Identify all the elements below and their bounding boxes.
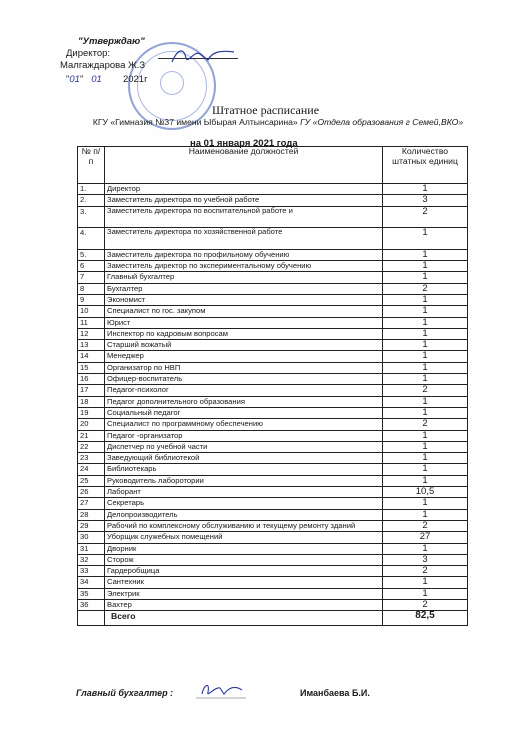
table-row	[78, 374, 468, 385]
table-row	[78, 228, 468, 250]
table-row	[78, 498, 468, 509]
row-count: 1	[383, 249, 468, 260]
footer-accountant-name: Иманбаева Б.И.	[300, 688, 370, 698]
row-num: 3.	[78, 206, 105, 228]
row-position: Социальный педагог	[105, 407, 383, 418]
table-row	[78, 487, 468, 498]
table-row	[78, 566, 468, 577]
header-count: Количество штатных единиц	[383, 147, 468, 184]
table-row	[78, 283, 468, 294]
table-row	[78, 430, 468, 441]
row-num: 16	[78, 374, 105, 385]
row-position: Заместитель директор по экспериментальному обучению	[105, 261, 383, 272]
table-row	[78, 554, 468, 565]
row-num: 27	[78, 498, 105, 509]
table-row	[78, 340, 468, 351]
approval-director-name: Малгаждарова Ж.З	[60, 60, 146, 71]
subtitle-institution: КГУ «Гимназия №37 имени Ыбырая Алтынсарина»	[92, 117, 298, 127]
table-total-row	[78, 611, 468, 626]
approval-title: "Утверждаю"	[78, 36, 145, 47]
row-count: 1	[383, 294, 468, 305]
row-position: Менеджер	[105, 351, 383, 362]
row-count: 27	[383, 532, 468, 543]
row-position: Сантехник	[105, 577, 383, 588]
row-count: 1	[383, 261, 468, 272]
row-count: 2	[383, 566, 468, 577]
table-row	[78, 599, 468, 610]
row-num: 6	[78, 261, 105, 272]
row-count: 1	[383, 509, 468, 520]
row-count: 1	[383, 543, 468, 554]
row-position: Старший вожатый	[105, 340, 383, 351]
row-num: 32	[78, 554, 105, 565]
approval-date	[66, 74, 148, 85]
row-num: 7	[78, 272, 105, 283]
row-position: Организатор по НВП	[105, 362, 383, 373]
row-num: 28	[78, 509, 105, 520]
table-row	[78, 249, 468, 260]
row-num: 14	[78, 351, 105, 362]
row-num: 2.	[78, 195, 105, 206]
row-position: Заместитель директора по учебной работе	[105, 195, 383, 206]
row-position: Гардеробщица	[105, 566, 383, 577]
director-signature	[168, 44, 238, 68]
date-year: 2021г	[122, 74, 148, 85]
approval-block	[60, 36, 260, 96]
row-position: Экономист	[105, 294, 383, 305]
table-row	[78, 419, 468, 430]
row-position: Педагог -организатор	[105, 430, 383, 441]
table-row	[78, 184, 468, 195]
row-count: 2	[383, 419, 468, 430]
row-position: Юрист	[105, 317, 383, 328]
table-body	[78, 184, 468, 611]
row-num: 34	[78, 577, 105, 588]
row-count: 1	[383, 272, 468, 283]
row-count: 2	[383, 599, 468, 610]
row-num: 5.	[78, 249, 105, 260]
row-count: 1	[383, 184, 468, 195]
row-position: Библиотекарь	[105, 464, 383, 475]
row-count: 1	[383, 407, 468, 418]
row-position: Специалист по программному обеспечению	[105, 419, 383, 430]
row-position: Педагог-психолог	[105, 385, 383, 396]
row-count: 1	[383, 475, 468, 486]
row-count: 3	[383, 554, 468, 565]
row-num: 36	[78, 599, 105, 610]
row-num: 19	[78, 407, 105, 418]
header-num: № п/п	[78, 147, 105, 184]
row-num: 24	[78, 464, 105, 475]
table-row	[78, 272, 468, 283]
table-row	[78, 407, 468, 418]
table-row	[78, 195, 468, 206]
row-position: Вахтер	[105, 599, 383, 610]
total-label: Всего	[105, 611, 383, 626]
row-position: Офицер-воспитатель	[105, 374, 383, 385]
row-num: 10	[78, 306, 105, 317]
row-position: Заместитель директора по хозяйственной работе	[105, 228, 383, 250]
row-position: Педагог дополнительного образования	[105, 396, 383, 407]
row-count: 2	[383, 206, 468, 228]
row-count: 2	[383, 385, 468, 396]
row-position: Уборщик служебных помещений	[105, 532, 383, 543]
row-position: Электрик	[105, 588, 383, 599]
table-row	[78, 206, 468, 228]
row-position: Бухгалтер	[105, 283, 383, 294]
row-count: 1	[383, 498, 468, 509]
row-position: Инспектор по кадровым вопросам	[105, 328, 383, 339]
row-num: 25	[78, 475, 105, 486]
row-position: Дворник	[105, 543, 383, 554]
row-count: 1	[383, 228, 468, 250]
table-row	[78, 441, 468, 452]
row-num: 13	[78, 340, 105, 351]
staffing-table	[77, 146, 468, 626]
row-position: Заместитель директора по профильному обучению	[105, 249, 383, 260]
row-position: Директор	[105, 184, 383, 195]
row-num: 22	[78, 441, 105, 452]
row-num: 18	[78, 396, 105, 407]
row-position: Диспетчер по учебной части	[105, 441, 383, 452]
row-num: 33	[78, 566, 105, 577]
row-num: 35	[78, 588, 105, 599]
row-position: Лаборант	[105, 487, 383, 498]
table-row	[78, 464, 468, 475]
table-row	[78, 475, 468, 486]
table-header-row	[78, 147, 468, 184]
row-position: Секретарь	[105, 498, 383, 509]
row-count: 1	[383, 328, 468, 339]
table-row	[78, 509, 468, 520]
total-empty-cell	[78, 611, 105, 626]
total-count: 82,5	[383, 611, 468, 626]
row-count: 1	[383, 374, 468, 385]
row-num: 31	[78, 543, 105, 554]
table-row	[78, 317, 468, 328]
table-row	[78, 588, 468, 599]
table-row	[78, 396, 468, 407]
row-count: 1	[383, 453, 468, 464]
row-num: 12	[78, 328, 105, 339]
row-num: 15	[78, 362, 105, 373]
row-count: 1	[383, 588, 468, 599]
table-row	[78, 385, 468, 396]
row-num: 30	[78, 532, 105, 543]
row-count: 1	[383, 362, 468, 373]
row-num: 8	[78, 283, 105, 294]
row-num: 29	[78, 520, 105, 531]
document-title: Штатное расписание	[211, 103, 320, 117]
document-subtitle	[88, 117, 468, 128]
table-row	[78, 306, 468, 317]
table-row	[78, 543, 468, 554]
row-num: 17	[78, 385, 105, 396]
row-position: Заместитель директора по воспитательной работе и	[105, 206, 383, 228]
row-num: 1.	[78, 184, 105, 195]
date-month: 01	[91, 74, 102, 85]
table-row	[78, 294, 468, 305]
row-count: 1	[383, 464, 468, 475]
footer-accountant-label: Главный бухгалтер :	[76, 688, 174, 698]
date-quote-close: "	[79, 74, 84, 85]
date-day: 01	[69, 74, 80, 85]
header-position: Наименование должностей	[105, 147, 383, 184]
row-num: 11	[78, 317, 105, 328]
row-num: 9	[78, 294, 105, 305]
table-row	[78, 532, 468, 543]
approval-director-label: Директор:	[66, 48, 111, 59]
row-count: 1	[383, 351, 468, 362]
row-count: 2	[383, 520, 468, 531]
row-count: 2	[383, 283, 468, 294]
row-num: 20	[78, 419, 105, 430]
row-count: 1	[383, 577, 468, 588]
table-row	[78, 577, 468, 588]
row-count: 1	[383, 306, 468, 317]
row-position: Делопроизводитель	[105, 509, 383, 520]
table-row	[78, 453, 468, 464]
accountant-signature	[196, 680, 246, 700]
row-position: Руководитель лаборотории	[105, 475, 383, 486]
row-count: 1	[383, 317, 468, 328]
row-position: Главный бухгалтер	[105, 272, 383, 283]
row-count: 1	[383, 441, 468, 452]
row-num: 4.	[78, 228, 105, 250]
subtitle-department: ГУ «Отдела образования г Семей,ВКО»	[300, 117, 464, 127]
row-count: 1	[383, 340, 468, 351]
row-position: Специалист по гос. закупом	[105, 306, 383, 317]
row-count: 1	[383, 396, 468, 407]
table-row	[78, 351, 468, 362]
table-row	[78, 328, 468, 339]
row-position: Сторож	[105, 554, 383, 565]
stamp-emblem-icon	[160, 71, 184, 95]
table-row	[78, 362, 468, 373]
date-quote-open: "	[66, 74, 70, 85]
row-num: 26	[78, 487, 105, 498]
row-count: 3	[383, 195, 468, 206]
document-date: на 01 января 2021 года	[190, 138, 298, 149]
row-count: 1	[383, 430, 468, 441]
row-num: 23	[78, 453, 105, 464]
row-count: 10,5	[383, 487, 468, 498]
row-num: 21	[78, 430, 105, 441]
row-position: Заведующий библиотекой	[105, 453, 383, 464]
table-row	[78, 261, 468, 272]
table-row	[78, 520, 468, 531]
row-position: Рабочий по комплексному обслуживанию и текущему ремонту зданий	[105, 520, 383, 531]
